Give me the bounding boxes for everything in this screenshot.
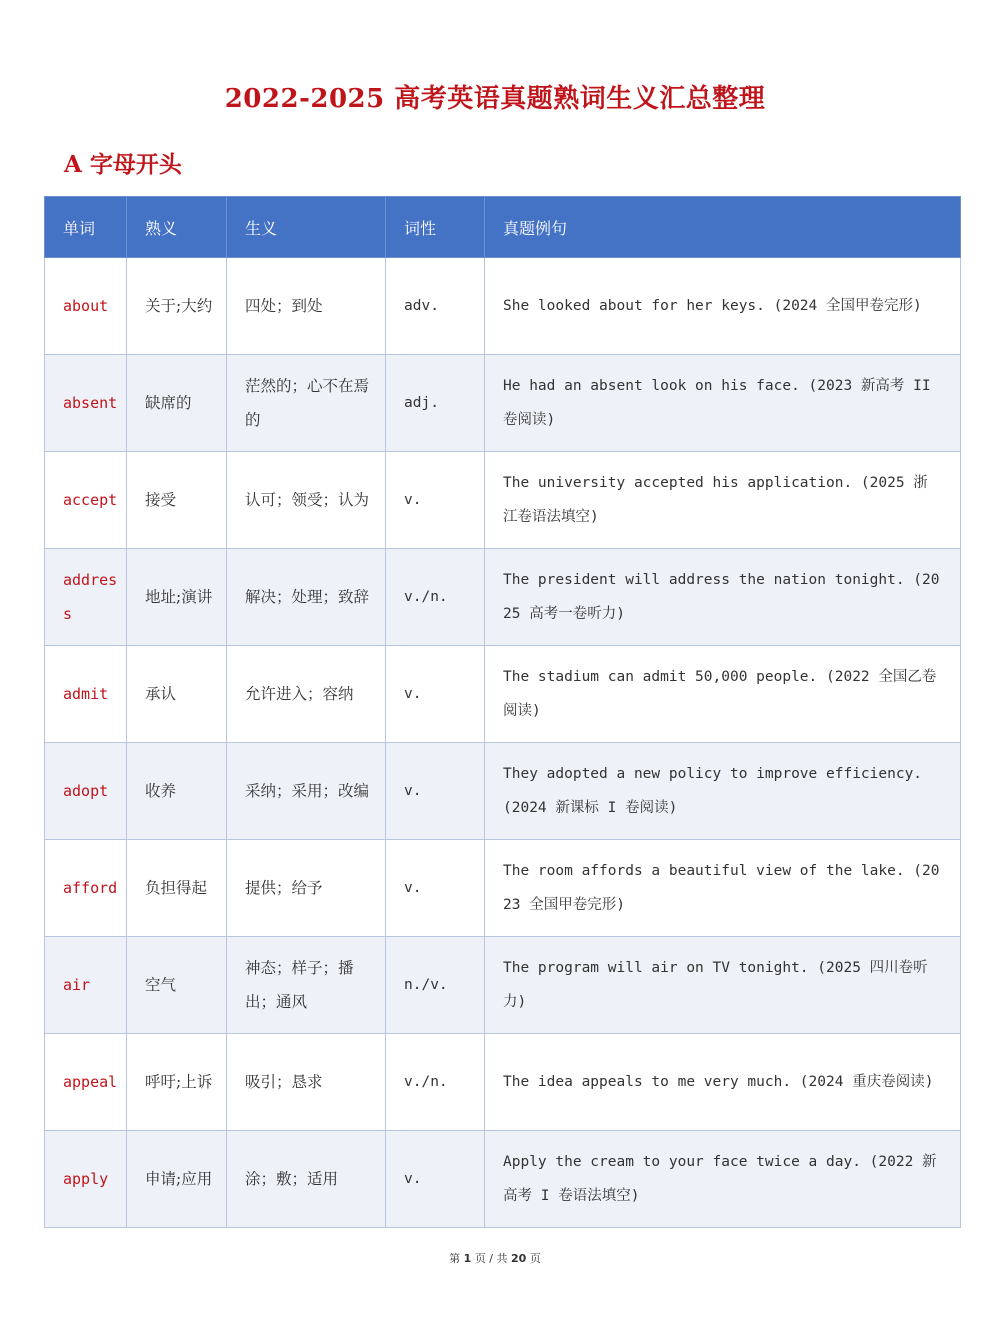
example-sentence-cell: The president will address the nation tonight. (2025 高考一卷听力) — [485, 549, 961, 646]
part-of-speech-cell: v./n. — [386, 1034, 485, 1131]
footer-total-pages: 20 — [511, 1252, 527, 1265]
rare-meaning-cell: 允许进入；容纳 — [227, 646, 386, 743]
common-meaning-cell: 呼吁;上诉 — [127, 1034, 227, 1131]
part-of-speech-cell: v. — [386, 840, 485, 937]
part-of-speech-cell: adv. — [386, 258, 485, 355]
footer-page-number: 1 — [463, 1252, 472, 1265]
rare-meaning-cell: 解决；处理；致辞 — [227, 549, 386, 646]
part-of-speech-cell: n./v. — [386, 937, 485, 1034]
part-of-speech-cell: v. — [386, 743, 485, 840]
table-header-row — [45, 197, 961, 258]
vocabulary-table — [44, 196, 961, 1228]
table-row — [45, 1034, 961, 1131]
word-cell: absent — [45, 355, 127, 452]
example-sentence-cell: They adopted a new policy to improve efficiency. (2024 新课标 I 卷阅读) — [485, 743, 961, 840]
footer-middle: 页 / 共 — [474, 1252, 508, 1265]
common-meaning-cell: 承认 — [127, 646, 227, 743]
table-row — [45, 355, 961, 452]
common-meaning-cell: 申请;应用 — [127, 1131, 227, 1228]
example-sentence-cell: Apply the cream to your face twice a day. (2022 新高考 I 卷语法填空) — [485, 1131, 961, 1228]
common-meaning-cell: 地址;演讲 — [127, 549, 227, 646]
word-cell: address — [45, 549, 127, 646]
rare-meaning-cell: 采纳；采用；改编 — [227, 743, 386, 840]
example-sentence-cell: The stadium can admit 50,000 people. (2022 全国乙卷阅读) — [485, 646, 961, 743]
table-row — [45, 937, 961, 1034]
header-common-meaning: 熟义 — [127, 197, 227, 258]
rare-meaning-cell: 提供；给予 — [227, 840, 386, 937]
common-meaning-cell: 关于;大约 — [127, 258, 227, 355]
table-row — [45, 452, 961, 549]
header-part-of-speech: 词性 — [386, 197, 485, 258]
word-cell: accept — [45, 452, 127, 549]
example-sentence-cell: The program will air on TV tonight. (2025 四川卷听力) — [485, 937, 961, 1034]
table-row — [45, 743, 961, 840]
footer-suffix: 页 — [529, 1252, 541, 1265]
header-rare-meaning: 生义 — [227, 197, 386, 258]
common-meaning-cell: 接受 — [127, 452, 227, 549]
table-row — [45, 840, 961, 937]
rare-meaning-cell: 吸引；恳求 — [227, 1034, 386, 1131]
word-cell: apply — [45, 1131, 127, 1228]
part-of-speech-cell: v. — [386, 452, 485, 549]
example-sentence-cell: He had an absent look on his face. (2023 新高考 II 卷阅读) — [485, 355, 961, 452]
word-cell: about — [45, 258, 127, 355]
example-sentence-cell: The idea appeals to me very much. (2024 重庆卷阅读) — [485, 1034, 961, 1131]
rare-meaning-cell: 茫然的；心不在焉的 — [227, 355, 386, 452]
part-of-speech-cell: v. — [386, 1131, 485, 1228]
page-footer — [0, 1250, 990, 1266]
part-of-speech-cell: adj. — [386, 355, 485, 452]
table-row — [45, 646, 961, 743]
header-example: 真题例句 — [485, 197, 961, 258]
word-cell: appeal — [45, 1034, 127, 1131]
word-cell: adopt — [45, 743, 127, 840]
word-cell: afford — [45, 840, 127, 937]
section-heading: A 字母开头 — [64, 151, 182, 178]
common-meaning-cell: 空气 — [127, 937, 227, 1034]
word-cell: admit — [45, 646, 127, 743]
rare-meaning-cell: 涂；敷；适用 — [227, 1131, 386, 1228]
part-of-speech-cell: v./n. — [386, 549, 485, 646]
common-meaning-cell: 缺席的 — [127, 355, 227, 452]
example-sentence-cell: The university accepted his application. (2025 浙江卷语法填空) — [485, 452, 961, 549]
part-of-speech-cell: v. — [386, 646, 485, 743]
rare-meaning-cell: 神态；样子；播出；通风 — [227, 937, 386, 1034]
table-row — [45, 258, 961, 355]
rare-meaning-cell: 四处；到处 — [227, 258, 386, 355]
header-word: 单词 — [45, 197, 127, 258]
footer-prefix: 第 — [449, 1252, 461, 1265]
common-meaning-cell: 负担得起 — [127, 840, 227, 937]
common-meaning-cell: 收养 — [127, 743, 227, 840]
example-sentence-cell: The room affords a beautiful view of the lake. (2023 全国甲卷完形) — [485, 840, 961, 937]
page-title: 2022-2025 高考英语真题熟词生义汇总整理 — [224, 84, 766, 114]
table-row — [45, 549, 961, 646]
rare-meaning-cell: 认可；领受；认为 — [227, 452, 386, 549]
example-sentence-cell: She looked about for her keys. (2024 全国甲卷完形) — [485, 258, 961, 355]
table-row — [45, 1131, 961, 1228]
word-cell: air — [45, 937, 127, 1034]
